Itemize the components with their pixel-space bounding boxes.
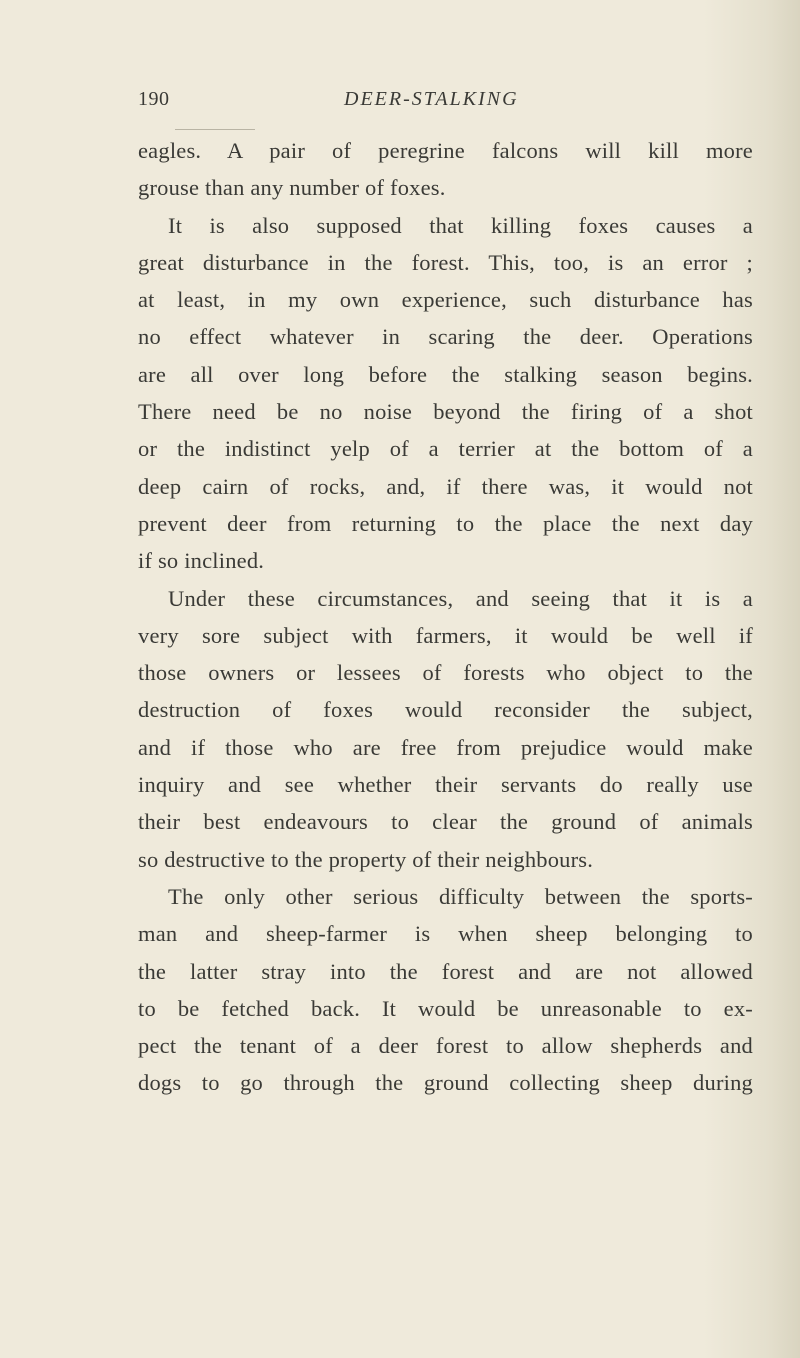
- text-line: deep cairn of rocks, and, if there was, it would not: [138, 473, 753, 499]
- text-line: prevent deer from returning to the place the next day: [138, 510, 753, 536]
- text-line: the latter stray into the forest and are not allowed: [138, 958, 753, 984]
- running-head: DEER-STALKING: [344, 88, 519, 110]
- text-line: dogs to go through the ground collecting sheep during: [138, 1070, 753, 1096]
- text-line: It is also supposed that killing foxes causes a: [168, 212, 753, 238]
- text-line: very sore subject with farmers, it would be well if: [138, 622, 753, 648]
- text-line: to be fetched back. It would be unreasonable to ex-: [138, 995, 753, 1021]
- text-line: or the indistinct yelp of a terrier at the bottom of a: [138, 436, 753, 462]
- text-line: eagles. A pair of peregrine falcons will kill more: [138, 138, 753, 163]
- text-line: grouse than any number of foxes.: [138, 175, 446, 201]
- text-line: great disturbance in the forest. This, too, is an error ;: [138, 249, 753, 275]
- text-line: at least, in my own experience, such disturbance has: [138, 287, 753, 313]
- page-header: [138, 88, 750, 118]
- text-line: destruction of foxes would reconsider the subject,: [138, 697, 753, 723]
- header-rule: [175, 129, 255, 130]
- text-line: if so inclined.: [138, 548, 265, 574]
- text-line: There need be no noise beyond the firing of a shot: [138, 399, 753, 425]
- text-line: Under these circumstances, and seeing that it is a: [168, 585, 753, 611]
- text-line: pect the tenant of a deer forest to allow shepherds and: [138, 1033, 753, 1059]
- text-line: their best endeavours to clear the ground of animals: [138, 809, 753, 835]
- text-line: The only other serious difficulty between the sports-: [168, 883, 753, 909]
- text-line: man and sheep-farmer is when sheep belonging to: [138, 921, 753, 947]
- text-line: so destructive to the property of their neighbours.: [138, 846, 594, 872]
- body-text: [138, 132, 753, 1102]
- text-line: and if those who are free from prejudice would make: [138, 734, 753, 760]
- page-number: 190: [138, 88, 170, 110]
- text-line: inquiry and see whether their servants do really use: [138, 772, 753, 798]
- text-line: those owners or lessees of forests who object to the: [138, 660, 753, 686]
- text-line: no effect whatever in scaring the deer. Operations: [138, 324, 753, 350]
- text-line: are all over long before the stalking season begins.: [138, 361, 753, 387]
